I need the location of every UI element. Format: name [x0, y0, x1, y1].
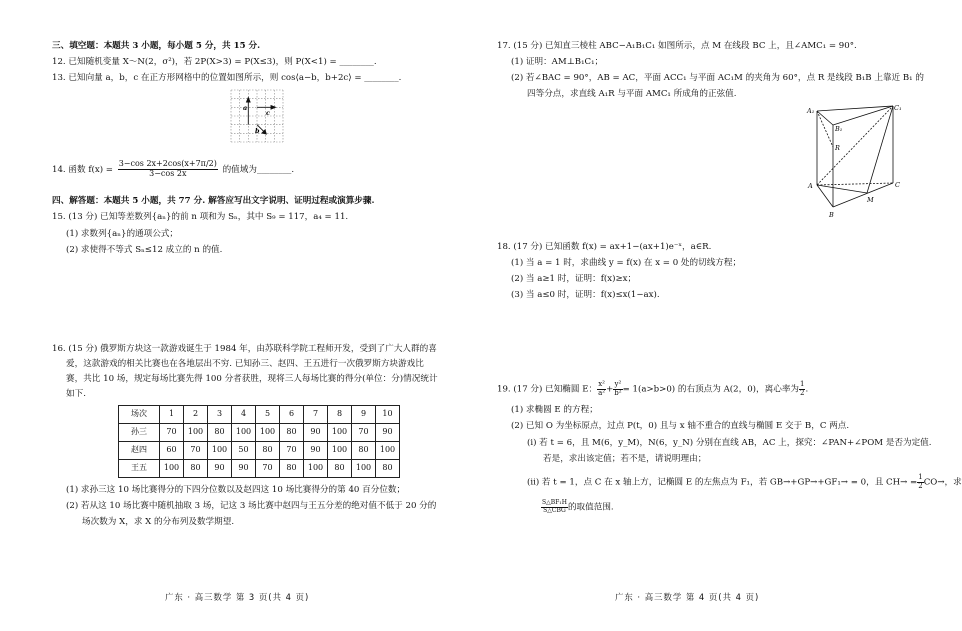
question-19-part-1: (1) 求椭圆 E 的方程； — [511, 405, 598, 415]
page-footer: 广东 · 高三数学 第 3 页(共 4 页) — [165, 592, 310, 602]
question-19-part-2-i-line-2: 若是，求出该定值；若不是，请说明理由； — [543, 454, 707, 464]
table-row: 孙三 70 100 80 100 100 80 90 100 70 90 — [119, 424, 400, 442]
svg-text:C: C — [895, 181, 900, 189]
svg-text:a: a — [243, 104, 248, 112]
vector-grid-figure — [231, 90, 283, 142]
question-16-line-3: 赛，共比 10 场，规定每场比赛先得 100 分者获胜，现将三人每场比赛的得分(单位：分)情况统计 — [66, 374, 438, 384]
section-3-heading: 三、填空题：本题共 3 小题，每小题 5 分，共 15 分. — [52, 41, 261, 51]
page-3 — [0, 0, 475, 631]
svg-text:b: b — [255, 127, 260, 135]
question-18-part-2: (2) 当 a≥1 时，证明：f(x)≥x； — [511, 274, 637, 284]
question-16-part-1: (1) 求孙三这 10 场比赛得分的下四分位数以及赵四这 10 场比赛得分的第 40 百分位数； — [66, 485, 406, 495]
svg-text:C₁: C₁ — [894, 104, 902, 112]
question-16-part-2-line-2: 场次数为 X，求 X 的分布列及数学期望. — [82, 517, 235, 527]
question-17-part-2-line-1: (2) 若∠BAC = 90°，AB = AC，平面 ACC₁ 与平面 AC₁M 的夹角为 60°，点 R 是线段 B₁B 上靠近 B₁ 的 — [511, 73, 924, 83]
question-18: 18. (17 分) 已知函数 f(x) = ax+1−(ax+1)e⁻ˣ，a∈R. — [497, 242, 712, 252]
svg-text:M: M — [867, 196, 874, 204]
question-19-part-2-i-line-1: (i) 若 t = 6，且 M(6，y_M)，N(6，y_N) 分别在直线 AB，AC 上，探究：∠PAN+∠POM 是否为定值. — [527, 438, 932, 448]
question-16-line-2: 爱，这款游戏的相关比赛也在各地层出不穷. 已知孙三、赵四、王五进行一次俄罗斯方块游戏比 — [66, 359, 424, 369]
question-18-part-1: (1) 当 a = 1 时，求曲线 y = f(x) 在 x = 0 处的切线方程； — [511, 258, 742, 268]
svg-text:B₁: B₁ — [835, 125, 843, 133]
score-table — [118, 405, 400, 478]
question-13: 13. 已知向量 a，b，c 在正方形网格中的位置如图所示，则 cos⟨a−b，b+2c⟩ = ________. — [52, 73, 402, 83]
question-14: 14. 函数 f(x) = $\frac{3-\cos 2x+2\cos(x+7\pi/2)}{3-\cos 2x}$ 的值域为________. — [52, 159, 295, 178]
question-19-part-2-ii-line-1: (ii) 若 t = 1，点 C 在 x 轴上方，记椭圆 E 的左焦点为 F₁，若 GB→+GP→+GF₁→ = 0，且 CH→ = $\frac{1}{2}$ CO→，求 — [527, 473, 962, 490]
page-footer: 广东 · 高三数学 第 4 页(共 4 页) — [615, 592, 760, 602]
question-17-part-2-line-2: 四等分点，求直线 A₁R 与平面 AMC₁ 所成角的正弦值. — [527, 89, 737, 99]
page-4 — [475, 0, 962, 631]
question-12: 12. 已知随机变量 X～N(2，σ²)，若 2P(X>3) = P(X≤3)，则 P(X<1) = ________. — [52, 57, 377, 67]
question-18-part-3: (3) 当 a≤0 时，证明：f(x)≤x(1−ax). — [511, 290, 660, 300]
svg-text:A₁: A₁ — [807, 107, 815, 115]
prism-figure — [805, 103, 905, 221]
svg-text:B: B — [829, 211, 834, 219]
question-17: 17. (15 分) 已知直三棱柱 ABC−A₁B₁C₁ 如图所示，点 M 在线段 BC 上，且∠AMC₁ = 90°. — [497, 41, 857, 51]
question-15: 15. (13 分) 已知等差数列{aₙ}的前 n 项和为 Sₙ，其中 S₉ = 117，a₄ = 11. — [52, 212, 349, 222]
svg-text:R: R — [835, 144, 840, 152]
question-19-part-2: (2) 已知 O 为坐标原点，过点 P(t，0) 且与 x 轴不重合的直线与椭圆 E 交于 B，C 两点. — [511, 421, 850, 431]
question-19: 19. (17 分) 已知椭圆 E： $\frac{\text{x²}}{\text{a²}}$ + $\frac{\text{y²}}{\text{b²}}$ = 1(a>b>0) 的右顶点为 A(2，0)，离心率为 $\frac{1}{2}$ . — [497, 380, 809, 397]
table-row: 王五 100 80 90 90 70 80 100 80 100 80 — [119, 460, 400, 478]
table-row: 赵四 60 70 100 50 80 70 90 100 80 100 — [119, 442, 400, 460]
question-15-part-2: (2) 求使得不等式 Sₙ≤12 成立的 n 的值. — [66, 245, 223, 255]
question-16-part-2-line-1: (2) 若从这 10 场比赛中随机抽取 3 场，记这 3 场比赛中赵四与王五分差的绝对值不低于 20 分的 — [66, 501, 437, 511]
question-16-line-4: 如下. — [66, 389, 86, 399]
question-19-part-2-ii-line-2: $\frac{\text{S△BF₁H}}{\text{S△CBG}}$ 的取值范围. — [542, 499, 614, 514]
svg-text:A: A — [808, 182, 813, 190]
svg-text:c: c — [266, 109, 270, 117]
question-16-line-1: 16. (15 分) 俄罗斯方块这一款游戏诞生于 1984 年，由苏联科学院工程师开发，受到了广大人群的喜 — [52, 344, 437, 354]
question-17-part-1: (1) 证明：AM⊥B₁C₁； — [511, 57, 604, 67]
section-4-heading: 四、解答题：本题共 5 小题，共 77 分. 解答应写出文字说明、证明过程或演算步骤. — [52, 196, 375, 206]
table-header-row: 场次 1 2 3 4 5 6 7 8 9 10 — [119, 406, 400, 424]
question-15-part-1: (1) 求数列{aₙ}的通项公式； — [66, 229, 179, 239]
